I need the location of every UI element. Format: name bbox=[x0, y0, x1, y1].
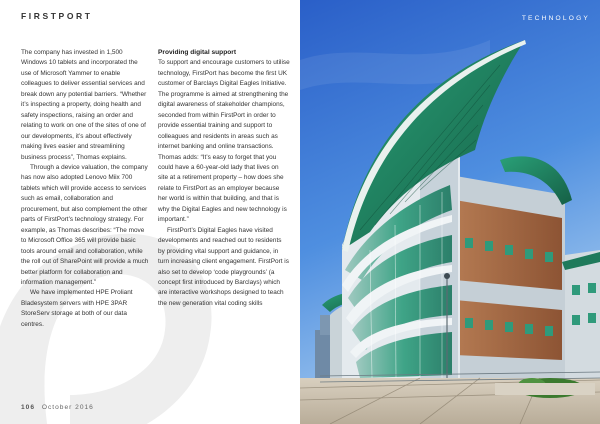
paragraph: We have implemented HPE Proliant Bladesystem servers with HPE 3PAR StoreServ storage at both of our data centres. bbox=[21, 289, 133, 328]
brand-name: FIRSTPORT bbox=[21, 11, 93, 21]
page-number: 106 bbox=[21, 404, 36, 411]
paragraph: Through a device valuation, the company has now also adopted Lenovo Miix 700 tablets which will provide access to services such as email, collaboration and procurement, but also complement the other parts of FirstPort’s technology strategy. For example, as Thomas describes: “The move to Microsoft Office 365 will provide basic tools around email and collaboration, while the roll out of SharePoint will provide a much better platform for collaboration and information management.” bbox=[21, 163, 149, 286]
section-label: TECHNOLOGY bbox=[521, 15, 590, 22]
text-column-right bbox=[158, 48, 290, 309]
text-column-left bbox=[21, 48, 149, 330]
building-photo bbox=[300, 0, 600, 424]
article-page-right bbox=[300, 0, 600, 424]
page-footer bbox=[21, 404, 94, 411]
issue-date: October 2016 bbox=[41, 404, 94, 411]
paragraph: To support and encourage customers to utilise technology, FirstPort has become the first UK customer of Barclays Digital Eagles Initiative. The programme is aimed at strengthening the digital awareness of stakeholder champions, seconded from within FirstPort in order to provide essential training and support to colleagues and residents in areas such as internet banking and online transactions. Thomas adds: “It’s easy to forget that you could have a 60-year-old lady that lives on site at a retirement property – how does she relate to FirstPort as an employer because her world is within that building, and that is why the Digital Eagles and new technology is important.” bbox=[158, 59, 290, 224]
section-heading: Providing digital support bbox=[158, 49, 237, 56]
paragraph: The company has invested in 1,500 Windows 10 tablets and incorporated the use of Microsoft Yammer to enable colleagues to deliver essential services and break down any potential barriers. “Whether it’s inspecting a property, doing health and safety inspections, raising an order and relating to work on one of the sites of one of our developments, it’s about effectively making lives easier and streamlining business process”, Thomas explains. bbox=[21, 49, 147, 161]
paragraph: FirstPort’s Digital Eagles have visited developments and reached out to residents by providing vital support and guidance, in turn increasing client engagement. FirstPort is also set to develop ‘code playgrounds’ (a concept first introduced by Barclays) which are interactive workshops designed to teach the new generation vital coding skills bbox=[158, 226, 289, 307]
